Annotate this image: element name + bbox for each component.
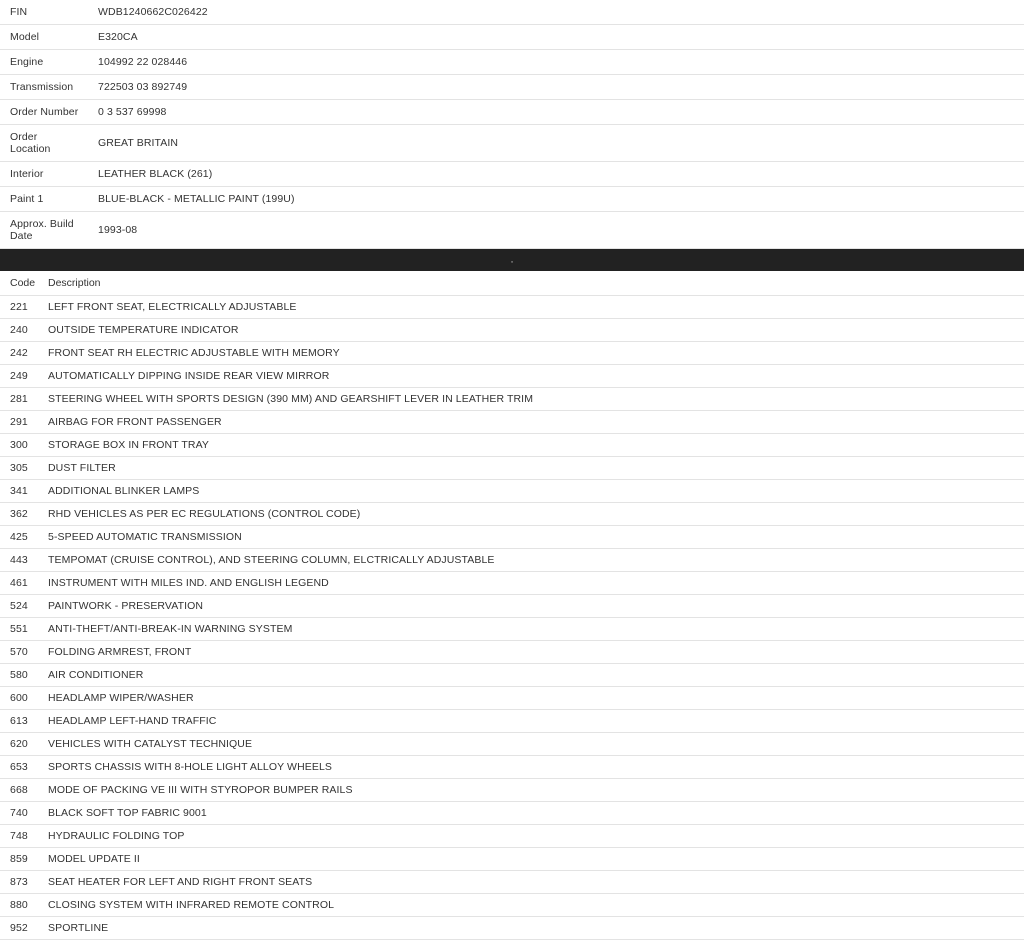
equipment-code: 551	[10, 623, 28, 635]
equipment-code: 859	[10, 853, 28, 865]
equipment-description: OUTSIDE TEMPERATURE INDICATOR	[48, 324, 239, 336]
equipment-code: 620	[10, 738, 28, 750]
equipment-code: 425	[10, 531, 28, 543]
info-label: Paint 1	[10, 193, 44, 205]
equipment-codes-body	[0, 296, 1024, 940]
table-row	[0, 595, 1024, 618]
equipment-code: 461	[10, 577, 28, 589]
section-separator-band	[0, 249, 1024, 271]
info-value: BLUE-BLACK - METALLIC PAINT (199U)	[98, 193, 295, 205]
equipment-code: 305	[10, 462, 28, 474]
column-header-code: Code	[10, 277, 36, 289]
table-row	[0, 802, 1024, 825]
info-value: 722503 03 892749	[98, 81, 188, 93]
info-label: FIN	[10, 6, 28, 18]
equipment-code: 740	[10, 807, 28, 819]
equipment-description: HEADLAMP WIPER/WASHER	[48, 692, 194, 704]
info-row	[0, 0, 1024, 25]
equipment-code: 570	[10, 646, 28, 658]
equipment-description: ANTI-THEFT/ANTI-BREAK-IN WARNING SYSTEM	[48, 623, 293, 635]
table-row	[0, 296, 1024, 319]
table-row	[0, 687, 1024, 710]
equipment-codes-head	[0, 271, 1024, 296]
info-row	[0, 50, 1024, 75]
equipment-description: SPORTS CHASSIS WITH 8-HOLE LIGHT ALLOY WHEELS	[48, 761, 332, 773]
table-header-row	[0, 271, 1024, 296]
equipment-description: FOLDING ARMREST, FRONT	[48, 646, 192, 658]
info-label: Transmission	[10, 81, 74, 93]
equipment-code: 242	[10, 347, 28, 359]
table-row	[0, 434, 1024, 457]
info-value: GREAT BRITAIN	[98, 137, 179, 149]
equipment-code: 668	[10, 784, 28, 796]
equipment-description: 5-SPEED AUTOMATIC TRANSMISSION	[48, 531, 242, 543]
info-row	[0, 100, 1024, 125]
info-label: Approx. Build Date	[10, 218, 74, 242]
info-row	[0, 162, 1024, 187]
equipment-description: HYDRAULIC FOLDING TOP	[48, 830, 185, 842]
info-label: Engine	[10, 56, 44, 68]
equipment-code: 300	[10, 439, 28, 451]
table-row	[0, 825, 1024, 848]
equipment-description: BLACK SOFT TOP FABRIC 9001	[48, 807, 207, 819]
equipment-description: HEADLAMP LEFT-HAND TRAFFIC	[48, 715, 217, 727]
info-value: 1993-08	[98, 224, 138, 236]
table-row	[0, 894, 1024, 917]
equipment-code: 580	[10, 669, 28, 681]
table-row	[0, 503, 1024, 526]
table-row	[0, 618, 1024, 641]
info-label: Model	[10, 31, 40, 43]
info-label: Order Number	[10, 106, 79, 118]
equipment-codes-table	[0, 271, 1024, 940]
info-value: LEATHER BLACK (261)	[98, 168, 213, 180]
equipment-code: 524	[10, 600, 28, 612]
equipment-code: 221	[10, 301, 28, 313]
equipment-code: 362	[10, 508, 28, 520]
equipment-code: 952	[10, 922, 28, 934]
vehicle-info-table	[0, 0, 1024, 249]
table-row	[0, 457, 1024, 480]
table-row	[0, 342, 1024, 365]
vehicle-info-body	[0, 0, 1024, 249]
equipment-description: VEHICLES WITH CATALYST TECHNIQUE	[48, 738, 253, 750]
table-row	[0, 641, 1024, 664]
info-row	[0, 25, 1024, 50]
table-row	[0, 526, 1024, 549]
table-row	[0, 779, 1024, 802]
table-row	[0, 756, 1024, 779]
equipment-code: 240	[10, 324, 28, 336]
equipment-description: PAINTWORK - PRESERVATION	[48, 600, 204, 612]
equipment-code: 748	[10, 830, 28, 842]
equipment-code: 873	[10, 876, 28, 888]
table-row	[0, 572, 1024, 595]
table-row	[0, 848, 1024, 871]
info-label: Interior	[10, 168, 44, 180]
equipment-description: STEERING WHEEL WITH SPORTS DESIGN (390 MM) AND GEARSHIFT LEVER IN LEATHER TRIM	[48, 393, 534, 405]
table-row	[0, 871, 1024, 894]
equipment-description: AUTOMATICALLY DIPPING INSIDE REAR VIEW MIRROR	[48, 370, 330, 382]
equipment-code: 249	[10, 370, 28, 382]
band-marker: .	[510, 253, 514, 266]
equipment-description: INSTRUMENT WITH MILES IND. AND ENGLISH LEGEND	[48, 577, 329, 589]
info-value: WDB1240662C026422	[98, 6, 208, 18]
equipment-code: 281	[10, 393, 28, 405]
equipment-code: 613	[10, 715, 28, 727]
equipment-description: TEMPOMAT (CRUISE CONTROL), AND STEERING COLUMN, ELCTRICALLY ADJUSTABLE	[48, 554, 495, 566]
table-row	[0, 480, 1024, 503]
equipment-description: SEAT HEATER FOR LEFT AND RIGHT FRONT SEATS	[48, 876, 313, 888]
info-row	[0, 75, 1024, 100]
table-row	[0, 319, 1024, 342]
equipment-code: 653	[10, 761, 28, 773]
info-value: E320CA	[98, 31, 138, 43]
equipment-code: 443	[10, 554, 28, 566]
info-row	[0, 212, 1024, 249]
equipment-description: MODE OF PACKING VE III WITH STYROPOR BUMPER RAILS	[48, 784, 353, 796]
equipment-code: 600	[10, 692, 28, 704]
equipment-description: STORAGE BOX IN FRONT TRAY	[48, 439, 209, 451]
equipment-description: AIR CONDITIONER	[48, 669, 144, 681]
table-row	[0, 733, 1024, 756]
equipment-description: CLOSING SYSTEM WITH INFRARED REMOTE CONTROL	[48, 899, 335, 911]
equipment-description: DUST FILTER	[48, 462, 116, 474]
equipment-description: LEFT FRONT SEAT, ELECTRICALLY ADJUSTABLE	[48, 301, 297, 313]
info-row	[0, 125, 1024, 162]
info-row	[0, 187, 1024, 212]
equipment-code: 341	[10, 485, 28, 497]
equipment-description: RHD VEHICLES AS PER EC REGULATIONS (CONTROL CODE)	[48, 508, 361, 520]
info-value: 104992 22 028446	[98, 56, 188, 68]
equipment-description: FRONT SEAT RH ELECTRIC ADJUSTABLE WITH MEMORY	[48, 347, 340, 359]
equipment-code: 291	[10, 416, 28, 428]
info-label: Order Location	[10, 131, 51, 155]
table-row	[0, 365, 1024, 388]
table-row	[0, 411, 1024, 434]
column-header-description: Description	[48, 277, 101, 289]
table-row	[0, 388, 1024, 411]
equipment-code: 880	[10, 899, 28, 911]
equipment-description: MODEL UPDATE II	[48, 853, 140, 865]
table-row	[0, 710, 1024, 733]
info-value: 0 3 537 69998	[98, 106, 167, 118]
table-row	[0, 664, 1024, 687]
equipment-description: AIRBAG FOR FRONT PASSENGER	[48, 416, 222, 428]
equipment-description: SPORTLINE	[48, 922, 109, 934]
equipment-description: ADDITIONAL BLINKER LAMPS	[48, 485, 200, 497]
table-row	[0, 917, 1024, 940]
table-row	[0, 549, 1024, 572]
